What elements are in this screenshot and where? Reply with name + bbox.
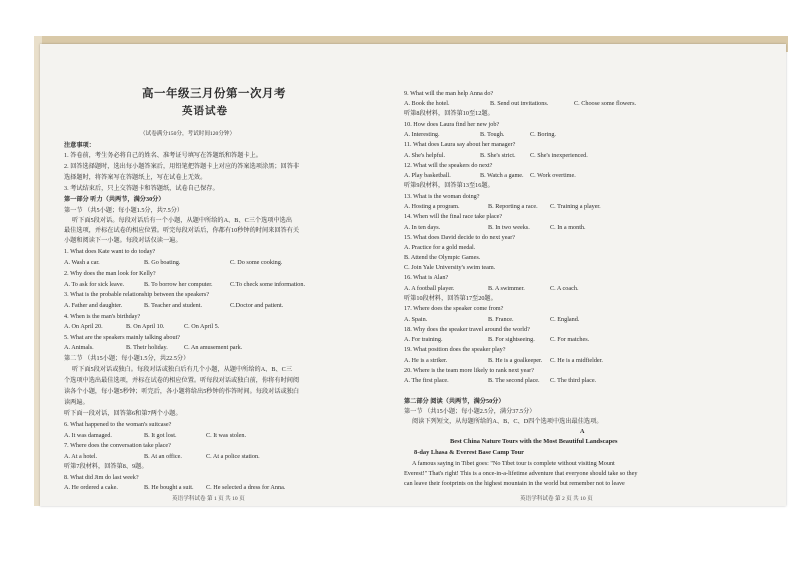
q5: 5. What are the speakers mainly talking about? [64, 334, 181, 341]
q13-c: C. Training a player. [550, 203, 601, 210]
q6-c: C. It was stolen. [206, 432, 247, 439]
q16: 16. What is Alan? [404, 274, 449, 281]
q4-c: C. On April 5. [184, 323, 220, 330]
q16-c: C. A coach. [550, 285, 579, 292]
q17-b: B. France. [488, 316, 514, 323]
q3-b: B. Teacher and student. [144, 302, 203, 309]
q16-a: A. A football player. [404, 285, 455, 292]
q16-b: B. A swimmer. [488, 285, 525, 292]
exam-subject: 英语试卷 [182, 106, 228, 117]
q5-a: A. Animals. [64, 344, 94, 351]
left-footer: 英语学科试卷 第 1 页 共 10 页 [172, 496, 245, 502]
q1-a: A. Wash a car. [64, 259, 100, 266]
q17: 17. Where does the speaker come from? [404, 305, 504, 312]
q1: 1. What does Kate want to do today? [64, 248, 156, 255]
q18-c: C. For matches. [550, 336, 590, 343]
passage-line-1: A famous saying in Tibet goes: "No Tibet tour is complete without visiting Mount [412, 460, 615, 467]
q13: 13. What is the woman doing? [404, 193, 480, 200]
q19-b: B. He is a goalkeeper. [488, 357, 543, 364]
q20-b: B. The second place. [488, 377, 540, 384]
q1-b: B. Go boating. [144, 259, 181, 266]
q15-b: B. Attend the Olympic Games. [404, 254, 481, 261]
q8-a: A. He ordered a cake. [64, 484, 118, 491]
q8-b: B. He bought a suit. [144, 484, 194, 491]
reading-section1-heading: 第一节 （共15小题；每小题2.5分，满分37.5分） [404, 408, 536, 415]
q7-c: C. At a police station. [206, 453, 260, 460]
q14-b: B. In two weeks. [488, 224, 530, 231]
part1-heading: 第一部分 听力（共两节，满分30分） [64, 196, 165, 203]
q19: 19. What position does the speaker play? [404, 346, 506, 353]
q9: 9. What will the man help Anna do? [404, 90, 494, 97]
q11: 11. What does Laura say about her manager? [404, 141, 516, 148]
reading-instructions: 阅读下列短文，从每题所给的A、B、C、D四个选项中选出最佳选项。 [412, 418, 603, 425]
q4-a: A. On April 20. [64, 323, 103, 330]
q10-c: C. Boring. [530, 131, 556, 138]
q9-c: C. Choose some flowers. [574, 100, 637, 107]
q4-b: B. On April 10. [126, 323, 165, 330]
q17-c: C. England. [550, 316, 580, 323]
section2-heading: 第二节 （共15小题；每小题1.5分，共22.5分） [64, 355, 190, 362]
exam-title: 高一年级三月份第一次月考 [142, 88, 286, 100]
q7: 7. Where does the conversation take place? [64, 442, 171, 449]
q8: 8. What did Jim do last week? [64, 474, 139, 481]
q6-b: B. It got lost. [144, 432, 177, 439]
q11-a: A. She's helpful. [404, 152, 445, 159]
note-2b: 选择题时，将答案写在答题纸上，写在试卷上无效。 [64, 174, 207, 181]
q3-a: A. Father and daughter. [64, 302, 123, 309]
q4: 4. When is the man's birthday? [64, 313, 141, 320]
q15: 15. What does David decide to do next year? [404, 234, 516, 241]
q6-a: A. It was damaged. [64, 432, 112, 439]
q12-b: B. Watch a game. [480, 172, 524, 179]
q14: 14. When will the final race take place? [404, 213, 503, 220]
q9-b: B. Send out invitations. [490, 100, 549, 107]
q13-b: B. Reporting a race. [488, 203, 538, 210]
s1-instr-2: 最佳选项，并标在试卷的相应位置。听完每段对话后，你都有10秒钟的时间来回答有关 [64, 227, 300, 234]
q3: 3. What is the probable relationship between the speakers? [64, 291, 210, 298]
q7-a: A. At a hotel. [64, 453, 98, 460]
s1-instr-3: 小题和阅读下一小题。每段对话仅读一遍。 [64, 237, 182, 244]
q12: 12. What will the speakers do next? [404, 162, 493, 169]
q12-a: A. Play basketball. [404, 172, 451, 179]
q2-a: A. To ask for sick leave. [64, 281, 125, 288]
exam-sheet [40, 44, 786, 506]
q14-c: C. In a month. [550, 224, 586, 231]
passage-line-2: Everest!" That's right! This is a once-in-a-lifetime adventure that everyone should take so they [404, 470, 638, 477]
q20-a: A. The first place. [404, 377, 449, 384]
q12-c: C. Work overtime. [530, 172, 576, 179]
s2-instr-2: 个选项中选出最佳选项，并标在试卷的相应位置。听每段对话或独白前，你将有时间阅 [64, 377, 300, 384]
material-6: 听下面一段对话，回答第6和第7两个小题。 [64, 410, 182, 417]
q7-b: B. At an office. [144, 453, 182, 460]
q2-c: C.To check some information. [230, 281, 306, 288]
passage-title: Best China Nature Tours with the Most Beautiful Landscapes [450, 438, 618, 445]
q13-a: A. Hosting a program. [404, 203, 460, 210]
q10-b: B. Tough. [480, 131, 505, 138]
right-footer: 英语学科试卷 第 2 页 共 10 页 [520, 496, 593, 502]
q10: 10. How does Laura find her new job? [404, 121, 500, 128]
tour-title: 8-day Lhasa & Everest Base Camp Tour [414, 449, 524, 456]
q2-b: B. To borrow her computer. [144, 281, 213, 288]
s2-instr-3: 读各个小题，每小题5秒钟；听完后，各小题将给出5秒钟的作答时间。每段对话或独白 [64, 388, 300, 395]
q15-a: A. Practice for a gold medal. [404, 244, 476, 251]
q11-b: B. She's strict. [480, 152, 516, 159]
material-8: 听第7段材料，回答第8、9题。 [64, 463, 148, 470]
material-17: 听第10段材料，回答第17至20题。 [404, 295, 497, 302]
q5-c: C. An amusement park. [184, 344, 243, 351]
material-13: 听第9段材料，回答第13至16题。 [404, 182, 494, 189]
q20: 20. Where is the team more likely to rank next year? [404, 367, 534, 374]
s2-instr-1: 听下面5段对话或独白。每段对话或独白后有几个小题，从题中所给的A、B、C三 [72, 366, 293, 373]
note-2: 2. 回答选择题时，选出每小题答案后，用铅笔把答题卡上对应的答案选项涂黑；回答非 [64, 163, 300, 170]
note-1: 1. 答卷前，考生务必将自己的姓名、准考证号填写在答题纸和答题卡上。 [64, 152, 262, 159]
q19-a: A. He is a striker. [404, 357, 448, 364]
q19-c: C. He is a midfielder. [550, 357, 603, 364]
q9-a: A. Book the hotel. [404, 100, 450, 107]
s2-instr-4: 读两遍。 [64, 399, 89, 406]
exam-meta: （试卷满分150分，考试时间120分钟） [140, 131, 236, 137]
q5-b: B. Their holiday. [126, 344, 168, 351]
section1-heading: 第一节 （共5小题；每小题1.5分，共7.5分） [64, 207, 184, 214]
q3-c: C.Doctor and patient. [230, 302, 284, 309]
q18-a: A. For training. [404, 336, 443, 343]
q10-a: A. Interesting. [404, 131, 440, 138]
part2-heading: 第二部分 阅读（共两节，满分50分） [404, 398, 505, 405]
q18-b: B. For sightseeing. [488, 336, 535, 343]
s1-instr-1: 听下面5段对话。每段对话后有一个小题，从题中所给的A、B、C三个选项中选出 [72, 217, 293, 224]
q1-c: C. Do some cooking. [230, 259, 283, 266]
passage-letter: A [580, 428, 585, 435]
q2: 2. Why does the man look for Kelly? [64, 270, 156, 277]
q17-a: A. Spain. [404, 316, 428, 323]
q14-a: A. In ten days. [404, 224, 441, 231]
q20-c: C. The third place. [550, 377, 597, 384]
q18: 18. Why does the speaker travel around the world? [404, 326, 530, 333]
q11-c: C. She's inexperienced. [530, 152, 588, 159]
passage-line-3: can leave their footprints on the highest mountain in the world but remember not to leave [404, 480, 625, 487]
q8-c: C. He selected a dress for Anna. [206, 484, 286, 491]
q15-c: C. Join Yale University's swim team. [404, 264, 496, 271]
note-3: 3. 考试结束后，只上交答题卡和答题纸，试卷自己保存。 [64, 185, 219, 192]
q6: 6. What happened to the woman's suitcase? [64, 421, 172, 428]
notes-heading: 注意事项： [64, 142, 95, 149]
material-10: 听第8段材料，回答第10至12题。 [404, 110, 494, 117]
